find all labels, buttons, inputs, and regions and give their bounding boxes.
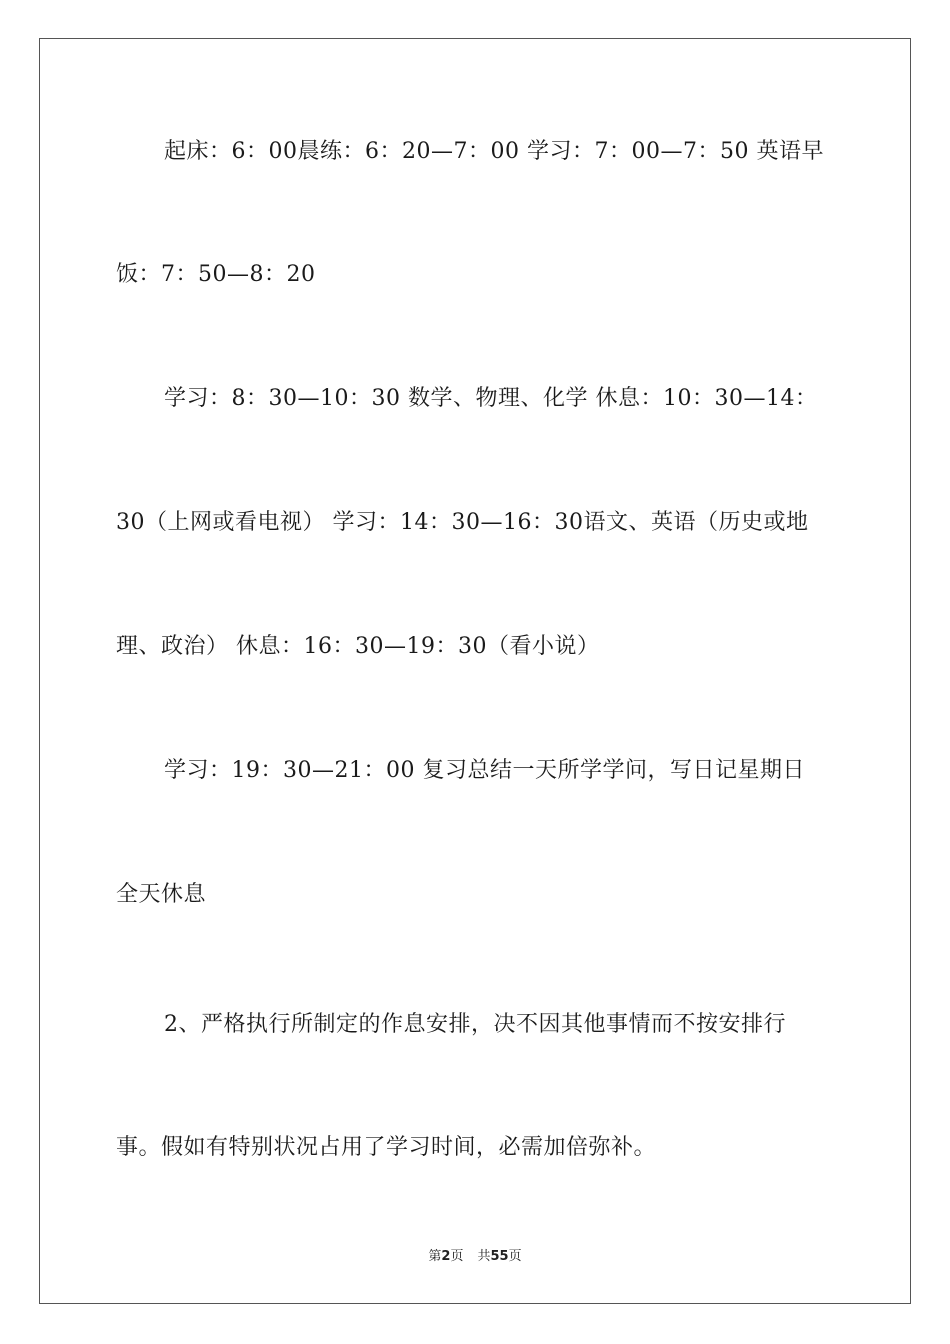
paragraph-line-5: 理、政治） 休息：16：30—19：30（看小说） [116, 634, 600, 659]
paragraph-line-1: 起床：6：00晨练：6：20—7：00 学习：7：00—7：50 英语早 [164, 139, 824, 164]
paragraph-line-3: 学习：8：30—10：30 数学、物理、化学 休息：10：30—14： [164, 386, 818, 411]
paragraph-line-6: 学习：19：30—21：00 复习总结一天所学学问，写日记星期日 [164, 758, 805, 783]
page-footer [0, 1248, 950, 1266]
paragraph-line-9: 事。假如有特别状况占用了学习时间，必需加倍弥补。 [116, 1135, 657, 1160]
paragraph-line-8: 2、严格执行所制定的作息安排，决不因其他事情而不按安排行 [164, 1012, 786, 1037]
footer-page-suffix: 页 [450, 1249, 464, 1264]
page-border [39, 38, 911, 1304]
footer-total-suffix: 页 [508, 1249, 522, 1264]
footer-page-number: 2 [441, 1249, 451, 1264]
paragraph-line-7: 全天休息 [116, 882, 207, 907]
footer-total-pages: 55 [490, 1249, 509, 1264]
footer-page-prefix: 第 [428, 1249, 442, 1264]
paragraph-line-2: 饭：7：50—8：20 [116, 262, 316, 287]
paragraph-line-4: 30（上网或看电视） 学习：14：30—16：30语文、英语（历史或地 [116, 510, 809, 535]
footer-total-prefix: 共 [477, 1249, 491, 1264]
